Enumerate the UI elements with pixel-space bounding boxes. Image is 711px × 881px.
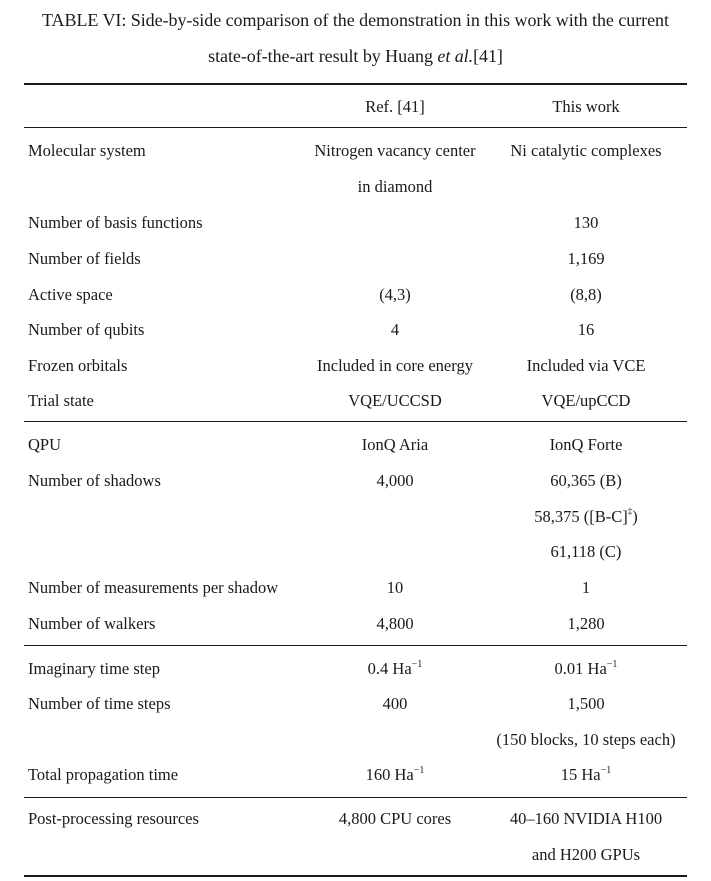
ref-post-processing: 4,800 CPU cores: [338, 809, 452, 828]
work-trial-state: VQE/upCCD: [541, 391, 631, 410]
ref-qubits: 4: [390, 320, 400, 339]
work-basis-functions: 130: [573, 213, 599, 232]
inverse-superscript: −1: [600, 765, 612, 776]
ref-walkers: 4,800: [376, 614, 414, 633]
row-label-imaginary-time-step: Imaginary time step: [28, 659, 160, 678]
work-shadows-b: 60,365 (B): [550, 471, 622, 490]
work-total-propagation-time: [486, 757, 686, 793]
row-label-shadows: Number of shadows: [28, 471, 161, 490]
bottom-rule: [24, 875, 687, 877]
row-label-fields: Number of fields: [28, 249, 141, 268]
ref-molecular-system-line-1: Nitrogen vacancy center: [314, 141, 476, 160]
section-rule-1: [24, 421, 687, 422]
section-rule-2: [24, 645, 687, 646]
double-dagger-mark: ‡: [627, 506, 633, 516]
row-label-post-processing: Post-processing resources: [28, 809, 199, 828]
row-label-basis-functions: Number of basis functions: [28, 213, 203, 232]
work-shadows-bc-close: ): [632, 507, 638, 526]
work-time-steps-detail: (150 blocks, 10 steps each): [496, 730, 676, 749]
row-label-qpu: QPU: [28, 435, 62, 454]
row-label-qubits: Number of qubits: [28, 320, 145, 339]
work-fields: 1,169: [567, 249, 605, 268]
row-label-trial-state: Trial state: [28, 391, 94, 410]
ref-qpu: IonQ Aria: [361, 435, 429, 454]
header-ref: Ref. [41]: [365, 97, 425, 116]
table-caption: [0, 2, 711, 74]
work-imaginary-time-step-value: 0.01 Ha: [554, 659, 607, 678]
work-post-processing-line-1: 40–160 NVIDIA H100: [509, 809, 663, 828]
row-label-measurements-per-shadow: Number of measurements per shadow: [28, 578, 279, 597]
work-active-space: (8,8): [570, 285, 602, 304]
caption-line-2-suffix: [41]: [473, 46, 503, 66]
work-molecular-system: Ni catalytic complexes: [510, 141, 662, 160]
work-frozen-orbitals: Included via VCE: [526, 356, 646, 375]
row-label-frozen-orbitals: Frozen orbitals: [28, 356, 128, 375]
section-rule-3: [24, 797, 687, 798]
inverse-superscript: −1: [606, 659, 618, 670]
row-label-time-steps: Number of time steps: [28, 694, 171, 713]
work-qubits: 16: [577, 320, 595, 339]
ref-total-propagation-time: [290, 757, 500, 793]
caption-line-2-prefix: state-of-the-art result by Huang: [208, 46, 438, 66]
inverse-superscript: −1: [413, 765, 425, 776]
row-label-molecular-system: Molecular system: [28, 141, 146, 160]
work-shadows-bc: [486, 499, 686, 535]
work-post-processing-line-2: and H200 GPUs: [531, 845, 641, 864]
caption-line-2: [0, 38, 711, 74]
work-qpu: IonQ Forte: [549, 435, 623, 454]
row-label-walkers: Number of walkers: [28, 614, 156, 633]
header-rule: [24, 127, 687, 128]
work-shadows-bc-text: 58,375 ([B-C]: [534, 507, 628, 526]
ref-frozen-orbitals: Included in core energy: [317, 356, 473, 375]
work-measurements-per-shadow: 1: [581, 578, 591, 597]
ref-time-steps: 400: [382, 694, 408, 713]
work-walkers: 1,280: [567, 614, 605, 633]
ref-molecular-system-line-2: in diamond: [357, 177, 433, 196]
ref-total-propagation-time-value: 160 Ha: [365, 765, 414, 784]
work-imaginary-time-step: [486, 651, 686, 687]
ref-shadows: 4,000: [376, 471, 414, 490]
work-total-propagation-time-value: 15 Ha: [560, 765, 601, 784]
ref-active-space: (4,3): [379, 285, 411, 304]
ref-imaginary-time-step: [290, 651, 500, 687]
row-label-active-space: Active space: [28, 285, 113, 304]
ref-measurements-per-shadow: 10: [386, 578, 404, 597]
work-shadows-c: 61,118 (C): [550, 542, 622, 561]
row-label-total-propagation-time: Total propagation time: [28, 765, 179, 784]
work-time-steps: 1,500: [567, 694, 605, 713]
header-this-work: This work: [552, 97, 620, 116]
inverse-superscript: −1: [411, 659, 423, 670]
top-rule: [24, 83, 687, 85]
caption-line-1: TABLE VI: Side-by-side comparison of the demonstration in this work with the current: [42, 10, 669, 30]
ref-trial-state: VQE/UCCSD: [348, 391, 442, 410]
ref-imaginary-time-step-value: 0.4 Ha: [367, 659, 412, 678]
caption-et-al: et al.: [437, 46, 474, 66]
